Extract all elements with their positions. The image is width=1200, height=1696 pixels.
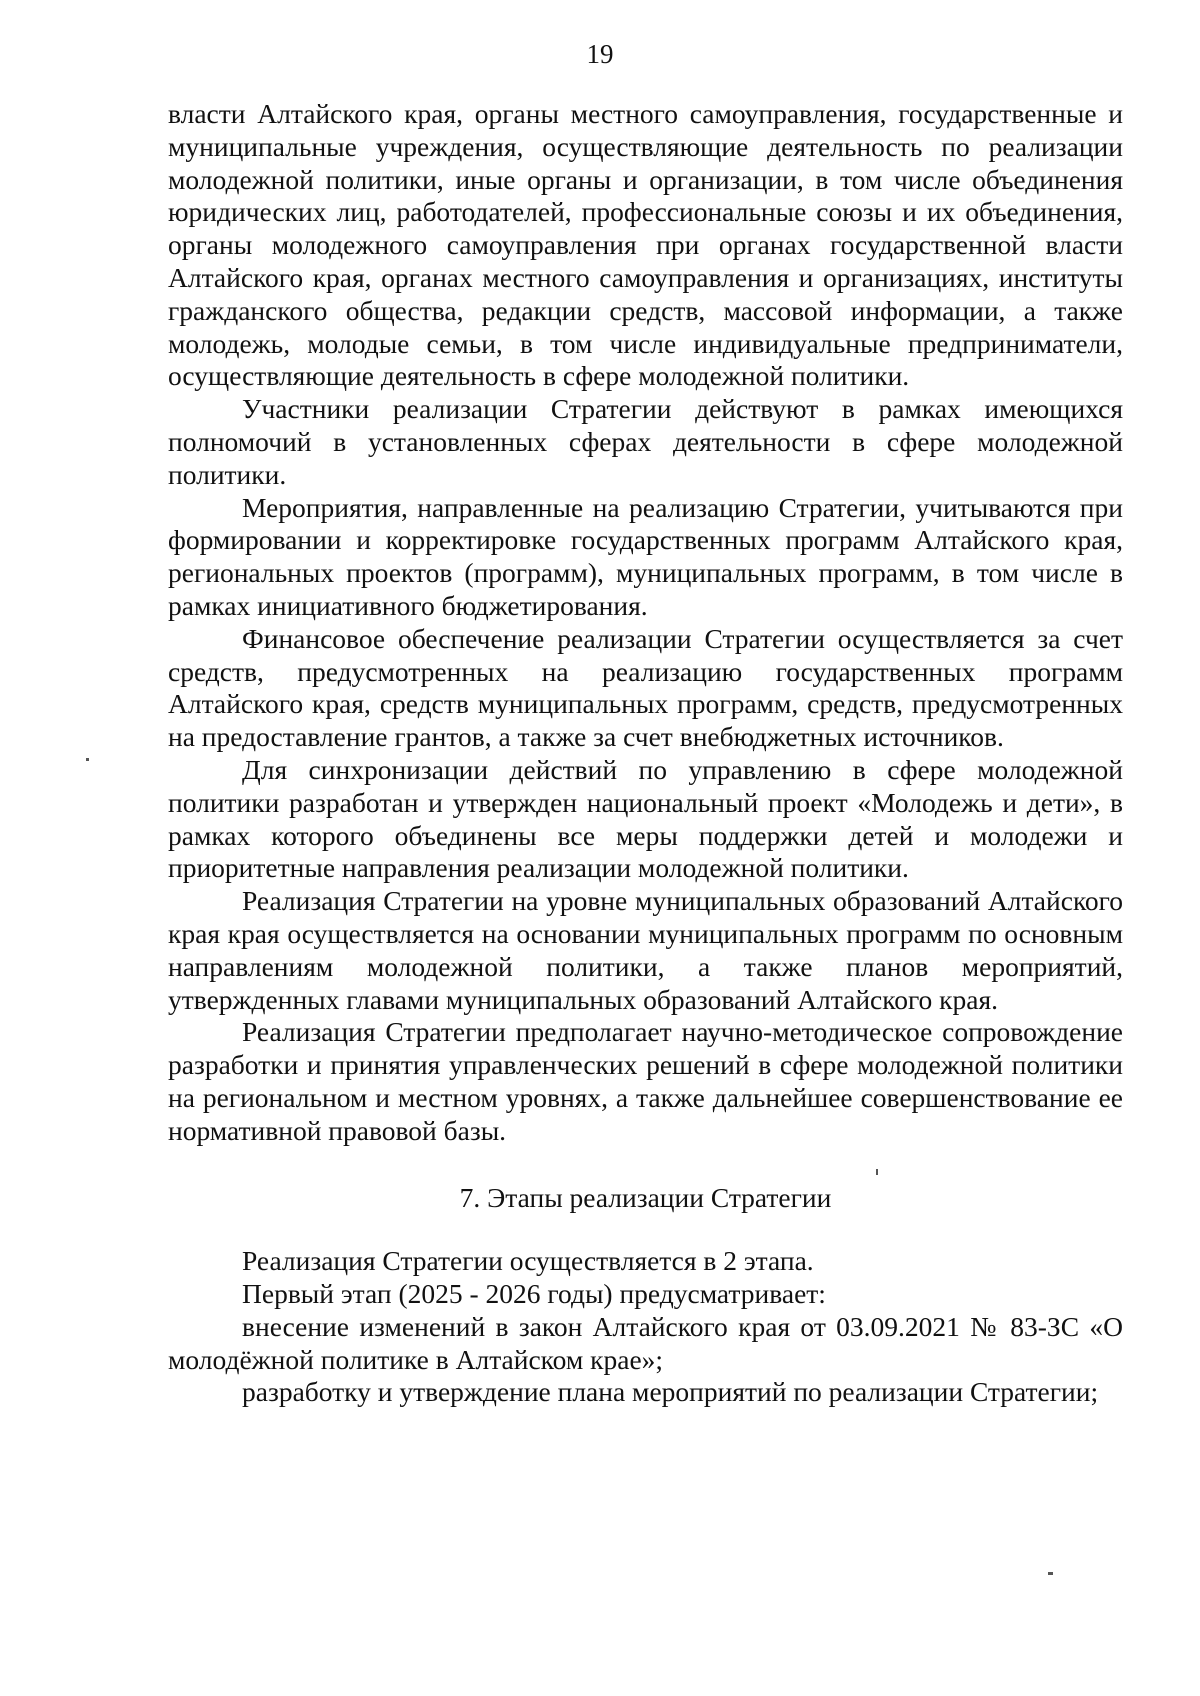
scan-speck xyxy=(1048,1572,1053,1575)
paragraph-law-amendment: внесение изменений в закон Алтайского края от 03.09.2021 № 83-ЗС «О молодёжной политике в Алтайском крае»; xyxy=(168,1310,1123,1375)
scan-speck xyxy=(86,758,89,761)
paragraph-participants-powers: Участники реализации Стратегии действуют в рамках имеющихся полномочий в установленных сферах деятельности в сфере молодежной политики. xyxy=(168,393,1123,490)
scan-speck xyxy=(876,1169,878,1175)
paragraph-scientific-support: Реализация Стратегии предполагает научно-методическое сопровождение разработки и принятия управленческих решений в сфере молодежной политики на региональном и местном уровнях, а также дальнейшее совершенствование ее нормативной правовой базы. xyxy=(168,1016,1123,1146)
paragraph-national-project: Для синхронизации действий по управлению в сфере молодежной политики разработан и утвержден национальный проект «Молодежь и дети», в рамках которого объединены все меры поддержки детей и молодежи и приоритетные направления реализации молодежной политики. xyxy=(168,753,1123,884)
page-number: 19 xyxy=(586,39,614,69)
paragraph-municipal-level: Реализация Стратегии на уровне муниципальных образований Алтайского края края осуществляется на основании муниципальных программ по основным направлениям молодежной политики, а также планов мероприятий, утвержденных главами муниципальных образований Алтайского края. xyxy=(168,885,1123,1015)
paragraph-two-stages: Реализация Стратегии осуществляется в 2 этапа. xyxy=(242,1245,814,1277)
paragraph-participants-list: власти Алтайского края, органы местного самоуправления, государственные и муниципальные учреждения, осуществляющие деятельность по реализации молодежной политики, иные органы и организации, в том числе объединения юридических лиц, работодателей, профессиональные союзы и их объединения, органы молодежного самоуправления при органах государственной власти Алтайского края, органах местного самоуправления и организациях, институты гражданского общества, редакции средств, массовой информации, а также молодежь, молодые семьи, в том числе индивидуальные предприниматели, осуществляющие деятельность в сфере молодежной политики. xyxy=(168,98,1123,392)
section-heading: 7. Этапы реализации Стратегии xyxy=(459,1181,832,1213)
paragraph-first-stage: Первый этап (2025 - 2026 годы) предусматривает: xyxy=(242,1278,826,1310)
paragraph-measures: Мероприятия, направленные на реализацию Стратегии, учитываются при формировании и корректировке государственных программ Алтайского края, региональных проектов (программ), муниципальных программ, в том числе в рамках инициативного бюджетирования. xyxy=(168,491,1123,621)
paragraph-financing: Финансовое обеспечение реализации Стратегии осуществляется за счет средств, предусмотренных на реализацию государственных программ Алтайского края, средств муниципальных программ, средств, предусмотренных на предоставление грантов, а также за счет внебюджетных источников. xyxy=(168,622,1123,753)
document-body xyxy=(168,98,1123,1409)
paragraph-action-plan: разработку и утверждение плана мероприятий по реализации Стратегии; xyxy=(242,1376,1099,1408)
